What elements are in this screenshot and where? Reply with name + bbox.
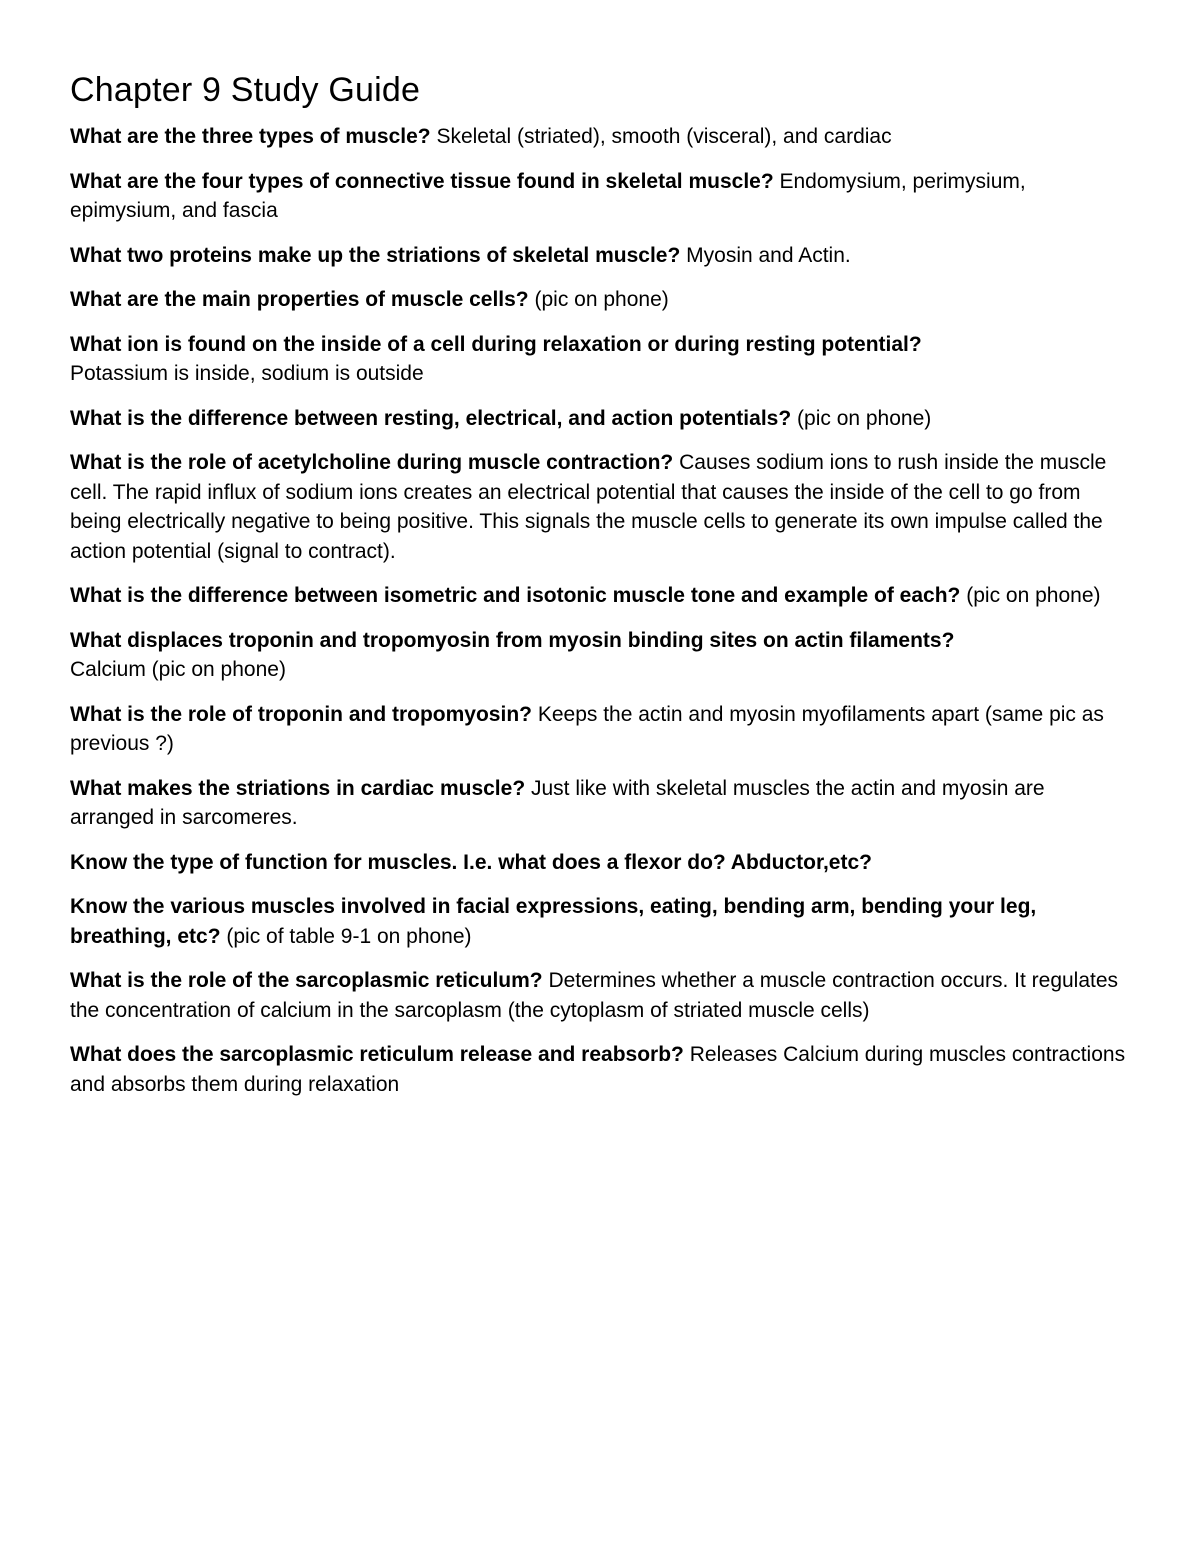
answer: (pic on phone) (966, 584, 1101, 607)
question: What ion is found on the inside of a cell during relaxation or during resting potential? (70, 332, 922, 356)
answer: (pic of table 9-1 on phone) (226, 924, 472, 948)
question: What makes the striations in cardiac muscle? (70, 776, 526, 800)
question: Know the type of function for muscles. I.e. what does a flexor do? Abductor,etc? (70, 850, 872, 874)
answer: Keeps the actin and myosin myofilaments apart (same pic as previous ?) (70, 702, 1104, 755)
answer: Just like with skeletal muscles the actin and myosin are arranged in sarcomeres. (70, 776, 1045, 829)
question: What is the difference between isometric and isotonic muscle tone and example of each? (70, 584, 961, 607)
question: What is the difference between resting, electrical, and action potentials? (70, 406, 792, 430)
qa-item-5 (70, 404, 1132, 434)
answer: Determines whether a muscle contraction occurs. It regulates the concentration of calcium in the sarcoplasm (the cytoplasm of striated muscle cells) (70, 969, 1119, 1022)
question: What is the role of the sarcoplasmic reticulum? (70, 969, 543, 992)
answer: Endomysium, perimysium, epimysium, and fascia (70, 169, 1026, 222)
question: Know the various muscles involved in facial expressions, eating, bending arm, bending your leg, breathing, etc? (70, 895, 1037, 948)
question: What two proteins make up the striations of skeletal muscle? (70, 243, 681, 267)
answer: Skeletal (striated), smooth (visceral), and cardiac (436, 125, 892, 148)
qa-item-6 (70, 448, 1132, 566)
qa-item-3 (70, 285, 1132, 315)
qa-item-0 (70, 122, 1132, 152)
qa-item-9 (70, 700, 1132, 759)
question: What are the main properties of muscle cells? (70, 288, 529, 311)
qa-item-10 (70, 774, 1132, 833)
answer: Potassium is inside, sodium is outside (70, 362, 424, 385)
qa-item-7 (70, 581, 1132, 611)
document-title: Chapter 9 Study Guide (70, 71, 421, 109)
question: What displaces troponin and tropomyosin from myosin binding sites on actin filaments? (70, 628, 955, 652)
question: What does the sarcoplasmic reticulum release and reabsorb? (70, 1043, 684, 1066)
qa-item-1 (70, 167, 1132, 226)
qa-item-2 (70, 241, 1132, 271)
document-page (70, 68, 1132, 1114)
qa-item-11 (70, 848, 1132, 878)
question: What is the role of troponin and tropomyosin? (70, 702, 532, 726)
answer: (pic on phone) (797, 406, 932, 430)
qa-item-4 (70, 330, 1132, 389)
question: What are the three types of muscle? (70, 125, 431, 148)
qa-item-13 (70, 966, 1132, 1025)
qa-item-8 (70, 626, 1132, 685)
answer: Calcium (pic on phone) (70, 658, 286, 681)
question: What are the four types of connective tissue found in skeletal muscle? (70, 169, 774, 193)
answer: Causes sodium ions to rush inside the muscle cell. The rapid influx of sodium ions creates an electrical potential that causes the inside of the cell to go from being electrically negative to being positive. This signals the muscle cells to generate its own impulse called the action potential (signal to contract). (70, 451, 1107, 563)
qa-item-12 (70, 892, 1132, 951)
answer: Releases Calcium during muscles contractions and absorbs them during relaxation (70, 1043, 1126, 1096)
answer: (pic on phone) (534, 288, 669, 311)
answer: Myosin and Actin. (686, 243, 851, 267)
question: What is the role of acetylcholine during muscle contraction? (70, 451, 674, 474)
qa-item-14 (70, 1040, 1132, 1099)
